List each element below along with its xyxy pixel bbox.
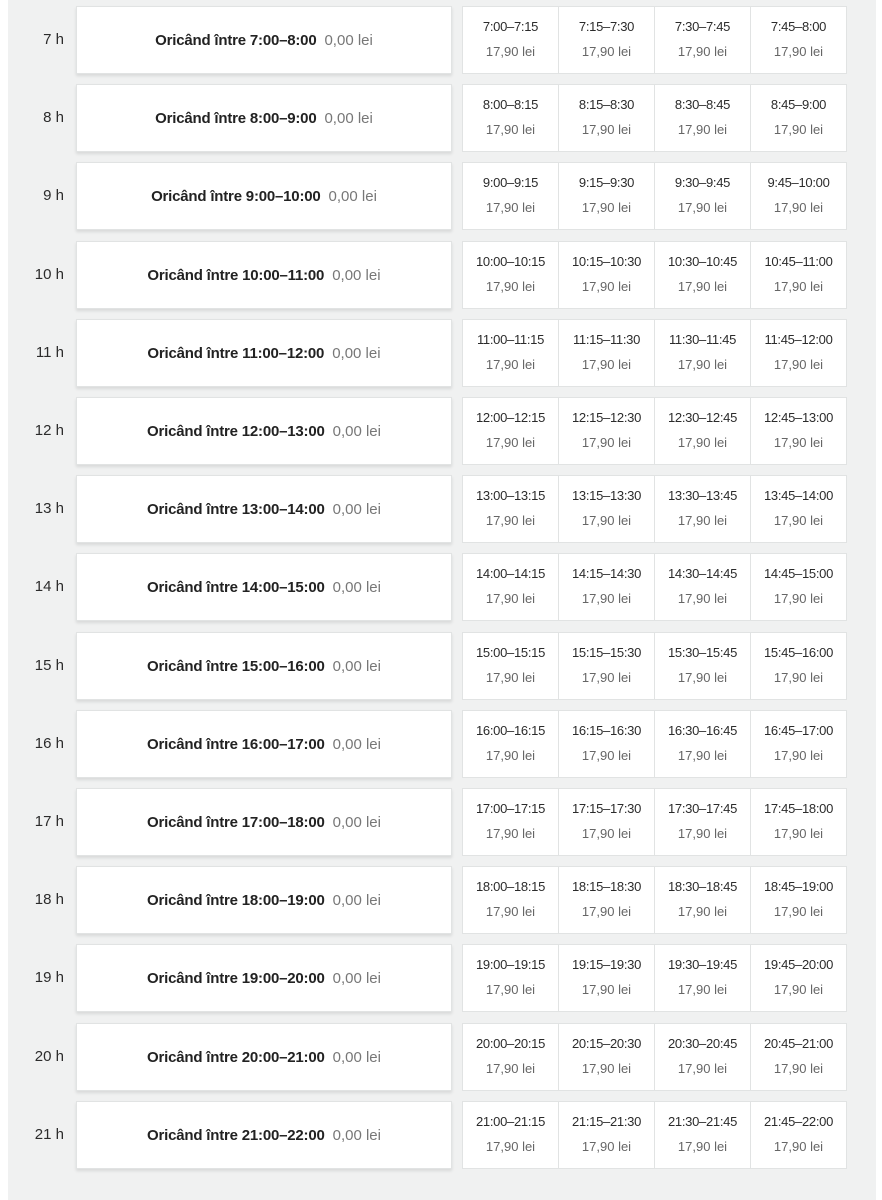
slot-time: 14:45–15:00 [764, 566, 833, 581]
slot-price: 17,90 lei [485, 591, 536, 606]
hour-label: 7 h [43, 31, 64, 48]
anytime-slot-button[interactable] [76, 632, 452, 700]
slot-time: 10:00–10:15 [476, 254, 545, 269]
slot-price: 17,90 lei [773, 670, 824, 685]
quarter-slot-group [462, 553, 850, 621]
hour-label: 19 h [34, 969, 64, 986]
slot-price: 17,90 lei [485, 1139, 536, 1154]
slot-time: 12:15–12:30 [572, 410, 641, 425]
quarter-slot-button[interactable] [654, 162, 751, 230]
slot-time: 19:15–19:30 [572, 957, 641, 972]
quarter-slot-button[interactable] [654, 84, 751, 152]
slot-time: 16:00–16:15 [476, 723, 545, 738]
anytime-slot-label: Oricând între 17:00–18:00 [147, 813, 325, 831]
anytime-slot-price: 0,00 lei [332, 735, 381, 753]
slot-time: 17:45–18:00 [764, 801, 833, 816]
slot-time: 21:30–21:45 [668, 1114, 737, 1129]
slot-time: 8:15–8:30 [578, 97, 635, 112]
quarter-slot-button[interactable] [462, 319, 559, 387]
slot-price: 17,90 lei [677, 982, 728, 997]
hour-label: 14 h [34, 578, 64, 595]
anytime-slot-label: Oricând între 12:00–13:00 [147, 422, 325, 440]
slot-price: 17,90 lei [581, 1061, 632, 1076]
hour-row [8, 632, 876, 700]
hour-label: 16 h [34, 735, 64, 752]
slot-price: 17,90 lei [581, 982, 632, 997]
quarter-slot-button[interactable] [750, 710, 847, 778]
anytime-slot-label: Oricând între 16:00–17:00 [147, 735, 325, 753]
quarter-slot-button[interactable] [654, 788, 751, 856]
slot-time: 11:45–12:00 [764, 332, 833, 347]
quarter-slot-group [462, 84, 850, 152]
quarter-slot-button[interactable] [462, 553, 559, 621]
hour-row [8, 162, 876, 230]
slot-time: 7:45–8:00 [770, 19, 827, 34]
anytime-slot-label: Oricând între 18:00–19:00 [147, 891, 325, 909]
slot-time: 8:00–8:15 [482, 97, 539, 112]
slot-time: 7:30–7:45 [674, 19, 731, 34]
slot-time: 11:30–11:45 [668, 332, 737, 347]
slot-price: 17,90 lei [581, 748, 632, 763]
quarter-slot-button[interactable] [558, 1023, 655, 1091]
quarter-slot-button[interactable] [654, 866, 751, 934]
quarter-slot-button[interactable] [750, 553, 847, 621]
quarter-slot-group [462, 710, 850, 778]
slot-time: 11:00–11:15 [476, 332, 545, 347]
slot-time: 16:15–16:30 [572, 723, 641, 738]
quarter-slot-button[interactable] [462, 6, 559, 74]
slot-price: 17,90 lei [773, 357, 824, 372]
slot-time: 17:15–17:30 [572, 801, 641, 816]
anytime-slot-label: Oricând între 20:00–21:00 [147, 1048, 325, 1066]
hour-label: 10 h [34, 266, 64, 283]
slot-price: 17,90 lei [581, 826, 632, 841]
hour-row [8, 553, 876, 621]
slot-time: 20:45–21:00 [764, 1036, 833, 1051]
anytime-slot-label: Oricând între 8:00–9:00 [155, 109, 317, 127]
slot-price: 17,90 lei [581, 670, 632, 685]
slot-price: 17,90 lei [581, 357, 632, 372]
slot-time: 10:15–10:30 [572, 254, 641, 269]
quarter-slot-button[interactable] [558, 632, 655, 700]
anytime-slot-price: 0,00 lei [324, 109, 373, 127]
slot-price: 17,90 lei [581, 904, 632, 919]
quarter-slot-button[interactable] [750, 397, 847, 465]
anytime-slot-button[interactable] [76, 241, 452, 309]
quarter-slot-button[interactable] [558, 1101, 655, 1169]
anytime-slot-button[interactable] [76, 84, 452, 152]
quarter-slot-button[interactable] [654, 319, 751, 387]
quarter-slot-button[interactable] [654, 475, 751, 543]
anytime-slot-price: 0,00 lei [328, 187, 377, 205]
slot-price: 17,90 lei [773, 44, 824, 59]
slot-price: 17,90 lei [677, 44, 728, 59]
slot-time: 14:15–14:30 [572, 566, 641, 581]
quarter-slot-button[interactable] [654, 6, 751, 74]
quarter-slot-group [462, 162, 850, 230]
slot-price: 17,90 lei [485, 826, 536, 841]
quarter-slot-button[interactable] [462, 866, 559, 934]
quarter-slot-button[interactable] [558, 710, 655, 778]
quarter-slot-button[interactable] [462, 475, 559, 543]
slot-time: 19:30–19:45 [668, 957, 737, 972]
slot-price: 17,90 lei [485, 279, 536, 294]
quarter-slot-group [462, 319, 850, 387]
slot-time: 16:45–17:00 [764, 723, 833, 738]
quarter-slot-button[interactable] [654, 397, 751, 465]
quarter-slot-button[interactable] [558, 84, 655, 152]
quarter-slot-button[interactable] [750, 866, 847, 934]
slot-price: 17,90 lei [581, 591, 632, 606]
slot-time: 18:45–19:00 [764, 879, 833, 894]
slot-price: 17,90 lei [773, 513, 824, 528]
slot-price: 17,90 lei [485, 904, 536, 919]
anytime-slot-button[interactable] [76, 866, 452, 934]
slot-time: 19:45–20:00 [764, 957, 833, 972]
slot-time: 21:15–21:30 [572, 1114, 641, 1129]
slot-time: 8:30–8:45 [674, 97, 731, 112]
slot-price: 17,90 lei [677, 1139, 728, 1154]
hour-label: 13 h [34, 500, 64, 517]
slot-time: 17:30–17:45 [668, 801, 737, 816]
quarter-slot-button[interactable] [750, 241, 847, 309]
quarter-slot-button[interactable] [558, 944, 655, 1012]
slot-price: 17,90 lei [773, 200, 824, 215]
anytime-slot-label: Oricând între 14:00–15:00 [147, 578, 325, 596]
slot-price: 17,90 lei [485, 1061, 536, 1076]
anytime-slot-button[interactable] [76, 319, 452, 387]
slot-time: 14:00–14:15 [476, 566, 545, 581]
anytime-slot-button[interactable] [76, 1101, 452, 1169]
quarter-slot-button[interactable] [462, 84, 559, 152]
anytime-slot-label: Oricând între 19:00–20:00 [147, 969, 325, 987]
quarter-slot-group [462, 1101, 850, 1169]
slot-time: 11:15–11:30 [572, 332, 641, 347]
hour-label: 11 h [35, 344, 64, 361]
slot-price: 17,90 lei [773, 1139, 824, 1154]
slot-time: 9:45–10:00 [767, 175, 830, 190]
slot-time: 9:00–9:15 [482, 175, 539, 190]
slot-price: 17,90 lei [581, 122, 632, 137]
anytime-slot-price: 0,00 lei [332, 422, 381, 440]
slot-price: 17,90 lei [581, 1139, 632, 1154]
slot-price: 17,90 lei [773, 122, 824, 137]
hour-row [8, 319, 876, 387]
quarter-slot-group [462, 1023, 850, 1091]
anytime-slot-price: 0,00 lei [332, 657, 381, 675]
hour-label: 20 h [34, 1048, 64, 1065]
quarter-slot-button[interactable] [558, 397, 655, 465]
slot-price: 17,90 lei [485, 513, 536, 528]
slot-price: 17,90 lei [773, 591, 824, 606]
slot-price: 17,90 lei [485, 122, 536, 137]
hour-row [8, 241, 876, 309]
anytime-slot-price: 0,00 lei [332, 266, 381, 284]
slot-time: 9:15–9:30 [578, 175, 635, 190]
slot-price: 17,90 lei [581, 513, 632, 528]
hour-label: 21 h [34, 1126, 64, 1143]
slot-price: 17,90 lei [677, 748, 728, 763]
quarter-slot-group [462, 632, 850, 700]
slot-price: 17,90 lei [485, 357, 536, 372]
quarter-slot-button[interactable] [654, 241, 751, 309]
quarter-slot-button[interactable] [750, 475, 847, 543]
anytime-slot-price: 0,00 lei [332, 1048, 381, 1066]
anytime-slot-button[interactable] [76, 710, 452, 778]
quarter-slot-button[interactable] [462, 710, 559, 778]
anytime-slot-price: 0,00 lei [332, 969, 381, 987]
anytime-slot-label: Oricând între 10:00–11:00 [147, 266, 325, 284]
hour-label: 18 h [34, 891, 64, 908]
slot-time: 19:00–19:15 [476, 957, 545, 972]
quarter-slot-button[interactable] [558, 788, 655, 856]
hour-label: 17 h [34, 813, 64, 830]
slot-time: 20:15–20:30 [572, 1036, 641, 1051]
slot-time: 13:30–13:45 [668, 488, 737, 503]
hour-row [8, 6, 876, 74]
anytime-slot-label: Oricând între 9:00–10:00 [151, 187, 321, 205]
slot-time: 18:00–18:15 [476, 879, 545, 894]
slot-price: 17,90 lei [677, 826, 728, 841]
slot-time: 13:45–14:00 [764, 488, 833, 503]
hour-row [8, 866, 876, 934]
quarter-slot-button[interactable] [654, 944, 751, 1012]
slot-time: 18:30–18:45 [668, 879, 737, 894]
slot-price: 17,90 lei [677, 1061, 728, 1076]
quarter-slot-button[interactable] [462, 162, 559, 230]
anytime-slot-button[interactable] [76, 944, 452, 1012]
hour-row [8, 788, 876, 856]
hour-row [8, 1101, 876, 1169]
quarter-slot-button[interactable] [750, 1101, 847, 1169]
slot-price: 17,90 lei [581, 44, 632, 59]
slot-time: 15:15–15:30 [572, 645, 641, 660]
slot-price: 17,90 lei [581, 435, 632, 450]
quarter-slot-group [462, 866, 850, 934]
quarter-slot-group [462, 475, 850, 543]
slot-price: 17,90 lei [485, 44, 536, 59]
slot-time: 7:00–7:15 [482, 19, 539, 34]
quarter-slot-button[interactable] [654, 1023, 751, 1091]
slot-time: 20:00–20:15 [476, 1036, 545, 1051]
slot-price: 17,90 lei [485, 748, 536, 763]
quarter-slot-group [462, 944, 850, 1012]
slot-time: 10:45–11:00 [764, 254, 833, 269]
slot-time: 12:30–12:45 [668, 410, 737, 425]
hour-row [8, 397, 876, 465]
hour-label: 9 h [43, 187, 64, 204]
hour-row [8, 944, 876, 1012]
quarter-slot-group [462, 241, 850, 309]
quarter-slot-button[interactable] [654, 553, 751, 621]
quarter-slot-group [462, 6, 850, 74]
slot-time: 16:30–16:45 [668, 723, 737, 738]
quarter-slot-button[interactable] [462, 632, 559, 700]
anytime-slot-price: 0,00 lei [332, 813, 381, 831]
quarter-slot-button[interactable] [750, 788, 847, 856]
slot-price: 17,90 lei [773, 279, 824, 294]
anytime-slot-button[interactable] [76, 475, 452, 543]
slot-time: 12:00–12:15 [476, 410, 545, 425]
quarter-slot-button[interactable] [654, 710, 751, 778]
slot-time: 15:30–15:45 [668, 645, 737, 660]
quarter-slot-button[interactable] [750, 944, 847, 1012]
quarter-slot-button[interactable] [558, 475, 655, 543]
hour-label: 15 h [34, 657, 64, 674]
anytime-slot-label: Oricând între 13:00–14:00 [147, 500, 325, 518]
slot-time: 7:15–7:30 [578, 19, 635, 34]
slot-price: 17,90 lei [773, 748, 824, 763]
slot-price: 17,90 lei [773, 904, 824, 919]
slot-price: 17,90 lei [773, 982, 824, 997]
hour-row [8, 475, 876, 543]
quarter-slot-button[interactable] [462, 788, 559, 856]
quarter-slot-button[interactable] [558, 6, 655, 74]
quarter-slot-button[interactable] [750, 319, 847, 387]
slot-price: 17,90 lei [677, 591, 728, 606]
anytime-slot-label: Oricând între 7:00–8:00 [155, 31, 317, 49]
hour-row [8, 710, 876, 778]
quarter-slot-button[interactable] [462, 944, 559, 1012]
slot-time: 10:30–10:45 [668, 254, 737, 269]
anytime-slot-label: Oricând între 15:00–16:00 [147, 657, 325, 675]
slot-price: 17,90 lei [773, 435, 824, 450]
quarter-slot-button[interactable] [750, 632, 847, 700]
slot-price: 17,90 lei [773, 826, 824, 841]
anytime-slot-label: Oricând între 21:00–22:00 [147, 1126, 325, 1144]
slot-time: 14:30–14:45 [668, 566, 737, 581]
quarter-slot-button[interactable] [750, 162, 847, 230]
anytime-slot-button[interactable] [76, 6, 452, 74]
anytime-slot-price: 0,00 lei [332, 344, 381, 362]
slot-price: 17,90 lei [581, 200, 632, 215]
hour-label: 8 h [43, 109, 64, 126]
slot-price: 17,90 lei [677, 670, 728, 685]
slot-time: 18:15–18:30 [572, 879, 641, 894]
slot-price: 17,90 lei [485, 670, 536, 685]
quarter-slot-button[interactable] [558, 866, 655, 934]
slot-time: 20:30–20:45 [668, 1036, 737, 1051]
hour-row [8, 1023, 876, 1091]
quarter-slot-group [462, 397, 850, 465]
quarter-slot-button[interactable] [462, 397, 559, 465]
quarter-slot-button[interactable] [558, 162, 655, 230]
anytime-slot-button[interactable] [76, 788, 452, 856]
slot-price: 17,90 lei [677, 279, 728, 294]
slot-time: 13:15–13:30 [572, 488, 641, 503]
quarter-slot-button[interactable] [462, 1023, 559, 1091]
quarter-slot-button[interactable] [750, 1023, 847, 1091]
quarter-slot-group [462, 788, 850, 856]
slot-time: 8:45–9:00 [770, 97, 827, 112]
slot-time: 17:00–17:15 [476, 801, 545, 816]
quarter-slot-button[interactable] [558, 241, 655, 309]
slot-time: 15:00–15:15 [476, 645, 545, 660]
quarter-slot-button[interactable] [558, 319, 655, 387]
slot-time: 12:45–13:00 [764, 410, 833, 425]
anytime-slot-button[interactable] [76, 553, 452, 621]
slot-price: 17,90 lei [485, 435, 536, 450]
slot-time: 21:45–22:00 [764, 1114, 833, 1129]
slot-price: 17,90 lei [677, 200, 728, 215]
slot-price: 17,90 lei [677, 513, 728, 528]
slot-price: 17,90 lei [677, 435, 728, 450]
slot-price: 17,90 lei [581, 279, 632, 294]
quarter-slot-button[interactable] [462, 1101, 559, 1169]
hour-row [8, 84, 876, 152]
hour-label: 12 h [34, 422, 64, 439]
slot-time: 9:30–9:45 [674, 175, 731, 190]
slot-time: 21:00–21:15 [476, 1114, 545, 1129]
anytime-slot-button[interactable] [76, 162, 452, 230]
quarter-slot-button[interactable] [654, 1101, 751, 1169]
anytime-slot-label: Oricând între 11:00–12:00 [147, 344, 325, 362]
anytime-slot-price: 0,00 lei [332, 1126, 381, 1144]
slot-price: 17,90 lei [485, 200, 536, 215]
slot-price: 17,90 lei [485, 982, 536, 997]
quarter-slot-button[interactable] [654, 632, 751, 700]
anytime-slot-price: 0,00 lei [332, 578, 381, 596]
slot-price: 17,90 lei [677, 122, 728, 137]
delivery-slot-panel [8, 0, 876, 1200]
anytime-slot-button[interactable] [76, 1023, 452, 1091]
slot-price: 17,90 lei [773, 1061, 824, 1076]
slot-time: 13:00–13:15 [476, 488, 545, 503]
quarter-slot-button[interactable] [558, 553, 655, 621]
anytime-slot-price: 0,00 lei [324, 31, 373, 49]
quarter-slot-button[interactable] [750, 6, 847, 74]
slot-price: 17,90 lei [677, 904, 728, 919]
quarter-slot-button[interactable] [462, 241, 559, 309]
quarter-slot-button[interactable] [750, 84, 847, 152]
anytime-slot-price: 0,00 lei [332, 891, 381, 909]
slot-time: 15:45–16:00 [764, 645, 833, 660]
anytime-slot-price: 0,00 lei [332, 500, 381, 518]
anytime-slot-button[interactable] [76, 397, 452, 465]
slot-price: 17,90 lei [677, 357, 728, 372]
